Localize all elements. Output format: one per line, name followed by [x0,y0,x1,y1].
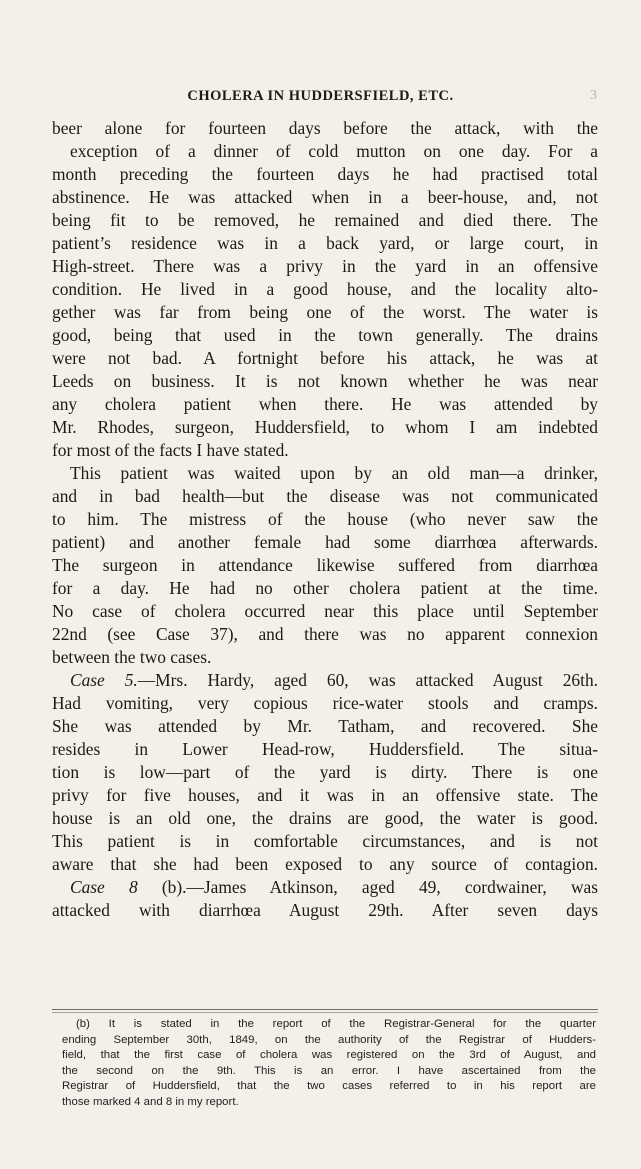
case-text: (b).—James Atkinson, aged 49, cordwainer, was [137,877,598,897]
text-line: any cholera patient when there. He was attended by [52,394,598,414]
case-text: —Mrs. Hardy, aged 60, was attacked August 26th. [137,670,598,690]
footnote-line: ending September 30th, 1849, on the authority of the Registrar of Hudders- [62,1033,596,1046]
text-line: High-street. There was a privy in the yard in an offensive [52,256,598,276]
text-line: condition. He lived in a good house, and the locality alto- [52,279,598,299]
text-line: and in bad health—but the disease was not communicated [52,486,598,506]
text-line: between the two cases. [52,647,212,667]
text-line: good, being that used in the town generally. The drains [52,325,598,345]
text-line: for most of the facts I have stated. [52,440,289,460]
text-line: Mr. Rhodes, surgeon, Huddersfield, to whom I am indebted [52,417,598,437]
footnote-line: Registrar of Huddersfield, that the two cases referred to in his report are [62,1080,596,1093]
header-title: CHOLERA IN HUDDERSFIELD, ETC. [187,88,454,104]
text-line: tion is low—part of the yard is dirty. There is one [52,762,598,782]
text-line: Leeds on business. It is not known whether he was near [52,371,598,391]
page-number: 3 [590,88,597,103]
text-line: privy for five houses, and it was in an offensive state. The [52,785,598,805]
text-line: attacked with diarrhœa August 29th. After seven days [52,900,598,920]
text-line: gether was far from being one of the worst. The water is [52,302,598,322]
text-line: patient’s residence was in a back yard, or large court, in [52,233,598,253]
body-text [52,117,598,922]
footnote-line: those marked 4 and 8 in my report. [62,1095,239,1108]
text-line: were not bad. A fortnight before his attack, he was at [52,348,598,368]
text-line: for a day. He had no other cholera patient at the time. [52,578,598,598]
running-header [0,87,641,109]
text-line: month preceding the fourteen days he had practised total [52,164,598,184]
text-line: to him. The mistress of the house (who never saw the [52,509,598,529]
footnote-line: the second on the 9th. This is an error. I have ascertained from the [62,1064,596,1077]
case-label: Case 5. [70,670,138,690]
footnote-line: (b) It is stated in the report of the Registrar-General for the quarter [76,1018,596,1030]
text-line: She was attended by Mr. Tatham, and recovered. She [52,716,598,736]
text-line: aware that she had been exposed to any source of contagion. [52,854,598,874]
text-line: abstinence. He was attacked when in a beer-house, and, not [52,187,598,207]
text-line [52,876,598,899]
case-label: Case 8 [70,877,138,897]
footnote-line: field, that the first case of cholera was registered on the 3rd of August, and [62,1049,596,1062]
text-line: Had vomiting, very copious rice-water stools and cramps. [52,693,598,713]
text-line: This patient was waited upon by an old man—a drinker, [70,463,598,483]
text-line: being fit to be removed, he remained and died there. The [52,210,598,230]
text-line: house is an old one, the drains are good, the water is good. [52,808,598,828]
text-line: resides in Lower Head-row, Huddersfield. The situa- [52,739,598,759]
text-line: exception of a dinner of cold mutton on one day. For a [70,141,598,161]
text-line: patient) and another female had some diarrhœa afterwards. [52,532,598,552]
text-line: The surgeon in attendance likewise suffered from diarrhœa [52,555,598,575]
footnote [62,1017,596,1111]
text-line: This patient is in comfortable circumstances, and is not [52,831,598,851]
text-line: beer alone for fourteen days before the attack, with the [52,118,598,138]
footnote-divider [52,1009,598,1010]
footnote-divider [52,1012,598,1013]
text-line [52,669,598,692]
text-line: 22nd (see Case 37), and there was no apparent connexion [52,624,598,644]
text-line: No case of cholera occurred near this place until September [52,601,598,621]
